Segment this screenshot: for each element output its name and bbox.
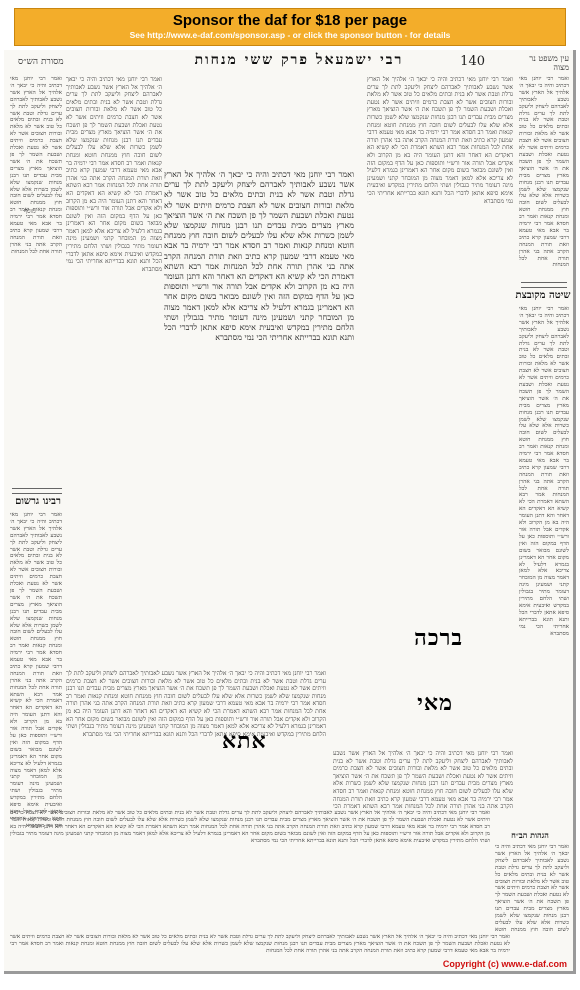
section-word-ata: אתא: [222, 728, 267, 754]
rabbeinu-gershom-title: רבינו גרשום: [15, 496, 61, 507]
section-word-beracha: ברכה: [414, 625, 463, 651]
hagahot-habach-title: הגהות הב״ח: [511, 830, 549, 840]
margin-note: מוסף: [24, 208, 36, 215]
copyright-notice[interactable]: Copyright (c) www.e-daf.com: [442, 959, 567, 969]
bottom-notes: [10, 934, 510, 956]
tosafot-column: [367, 76, 513, 636]
hagahot-habach-column: [495, 844, 569, 934]
shita-mekubetzet-title: שיטה מקובצת: [515, 290, 571, 301]
footer-commentary-block: [10, 810, 490, 928]
page-header: [4, 50, 573, 72]
rashi-column: [66, 76, 162, 666]
banner-subtitle[interactable]: See http://www.e-daf.com/sponsor.asp - or click the sponsor button - for details: [129, 30, 451, 40]
running-head: רבי ישמעאל פרק ששי מנחות: [194, 52, 404, 68]
sponsor-banner[interactable]: [14, 8, 566, 46]
shita-mekubetzet-column: [519, 306, 569, 826]
section-divider-left: [12, 488, 62, 494]
banner-title[interactable]: Sponsor the daf for $18 per page: [172, 12, 408, 29]
gemara-text: [164, 170, 354, 670]
lower-tosafot-block: [333, 750, 513, 810]
masoret-hashas-label: מסורת הש״ס: [18, 57, 64, 67]
ein-mishpat-label: עין משפט נר מצוה: [529, 54, 569, 72]
rabbeinu-gershom-column: [10, 512, 62, 842]
page-number: 140: [460, 54, 485, 69]
section-divider-right: [521, 282, 567, 288]
section-word-mai: מאי: [417, 690, 453, 716]
ein-mishpat-column: [519, 76, 569, 276]
talmud-page-image: [4, 50, 576, 974]
masoret-hashas-column: [10, 76, 62, 456]
lower-rashi-block: [66, 670, 326, 800]
